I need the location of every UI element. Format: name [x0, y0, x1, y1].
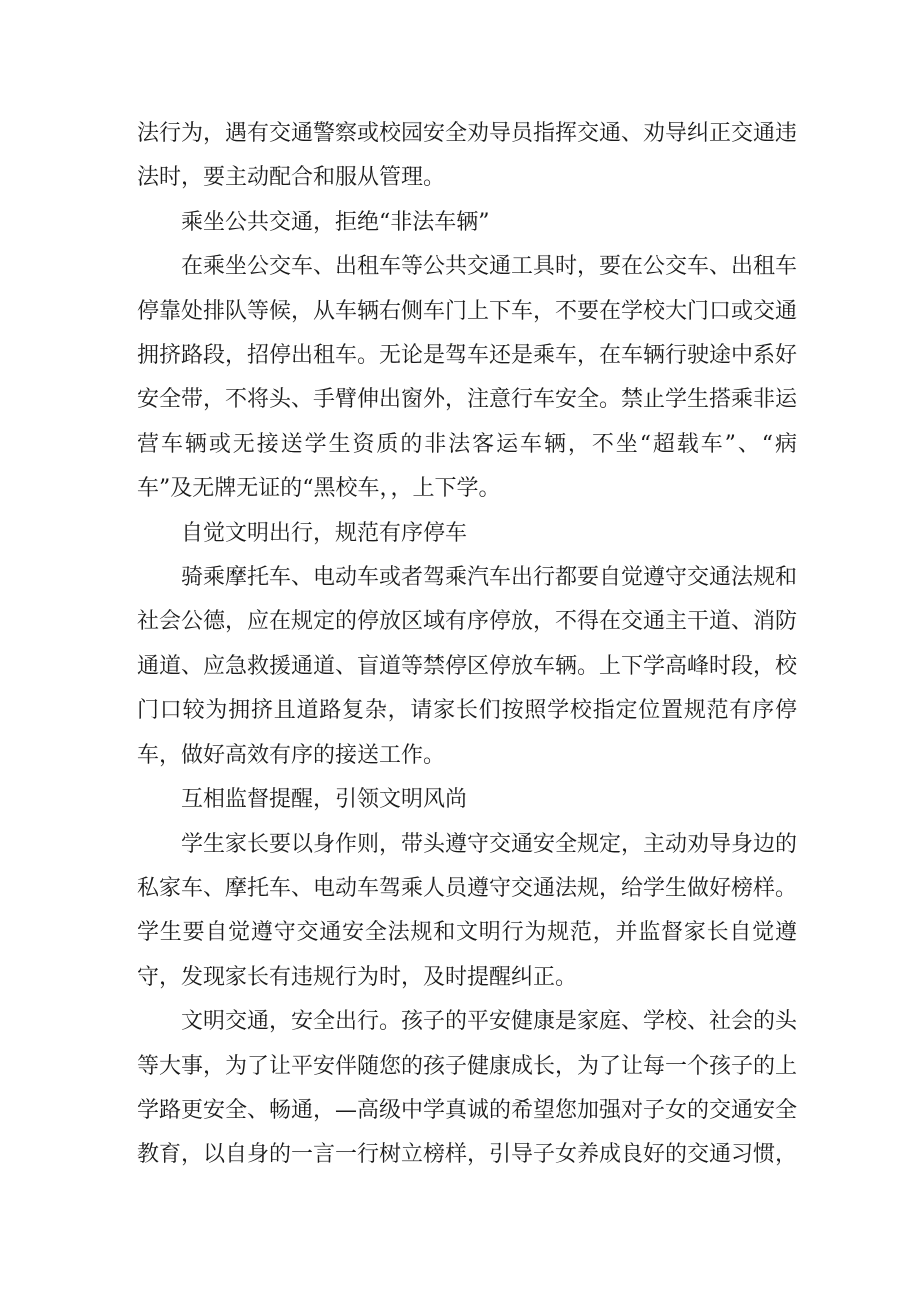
- document-body: [137, 112, 797, 1178]
- paragraph-closing: 文明交通，安全出行。孩子的平安健康是家庭、学校、社会的头等大事，为了让平安伴随您的孩子健康成长，为了让每一个孩子的上学路更安全、畅通，—高级中学真诚的希望您加强对子女的交通安全教育，以自身的一言一行树立榜样，引导子女养成良好的交通习惯，: [137, 1009, 798, 1168]
- section-heading-supervision: 互相监督提醒，引领文明风尚: [181, 787, 468, 813]
- paragraph-supervision: 学生家长要以身作则，带头遵守交通安全规定，主动劝导身边的私家车、摩托车、电动车驾乘人员遵守交通法规，给学生做好榜样。学生要自觉遵守交通安全法规和文明行为规范，并监督家长自觉遵守，发现家长有违规行为时，及时提醒纠正。: [137, 831, 798, 990]
- section-heading-parking: 自觉文明出行，规范有序停车: [181, 520, 468, 546]
- paragraph-continuation: 法行为，遇有交通警察或校园安全劝导员指挥交通、劝导纠正交通违法时，要主动配合和服从管理。: [137, 121, 798, 191]
- section-heading-public-transport: 乘坐公共交通，拒绝“非法车辆”: [181, 209, 490, 235]
- paragraph-public-transport: 在乘坐公交车、出租车等公共交通工具时，要在公交车、出租车停靠处排队等候，从车辆右侧车门上下车，不要在学校大门口或交通拥挤路段，招停出租车。无论是驾车还是乘车，在车辆行驶途中系好安全带，不将头、手臂伸出窗外，注意行车安全。禁止学生搭乘非运营车辆或无接送学生资质的非法客运车辆，不坐“超载车”、“病车”及无牌无证的“黑校车，，上下学。: [137, 254, 798, 502]
- paragraph-parking: 骑乘摩托车、电动车或者驾乘汽车出行都要自觉遵守交通法规和社会公德，应在规定的停放区域有序停放，不得在交通主干道、消防通道、应急救援通道、盲道等禁停区停放车辆。上下学高峰时段，校门口较为拥挤且道路复杂，请家长们按照学校指定位置规范有序停车，做好高效有序的接送工作。: [137, 565, 798, 768]
